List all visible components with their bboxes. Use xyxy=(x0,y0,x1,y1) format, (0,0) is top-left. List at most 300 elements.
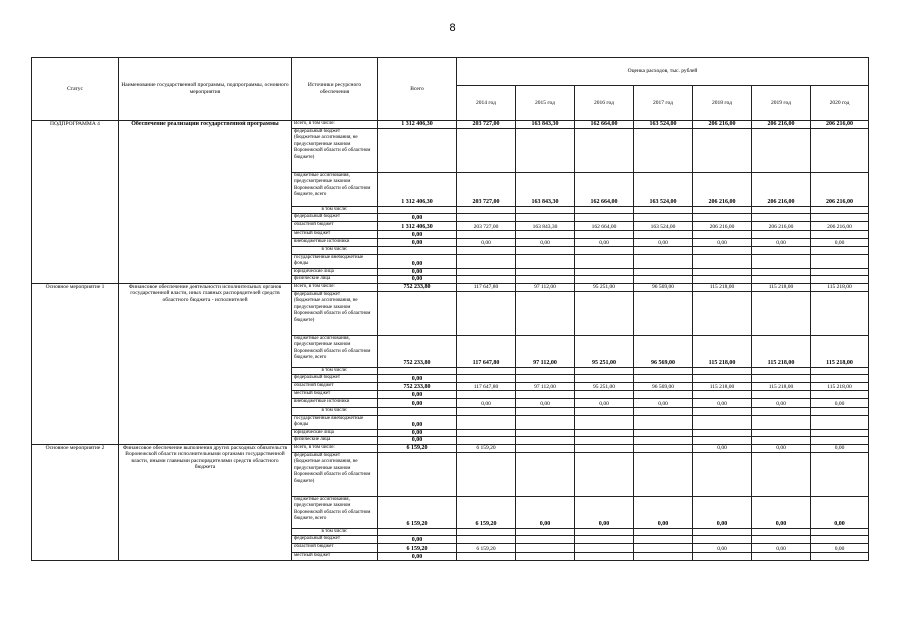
year-value: 206 216,00 xyxy=(768,223,794,230)
section-status: Основное мероприятие 1 xyxy=(32,283,119,444)
funding-source: в том числе: xyxy=(292,367,378,375)
header-year: 2020 год xyxy=(811,86,869,121)
funding-source: федеральный бюджет (бюджетные ассигнования, не предусмотренные законом Воронежской области об областном бюджете) xyxy=(292,452,378,496)
year-value: 115 218,00 xyxy=(709,284,735,290)
year-value-cell xyxy=(634,268,693,276)
year-value-cell xyxy=(752,367,811,375)
year-value-cell xyxy=(634,283,693,291)
year-value-cell xyxy=(575,429,634,437)
year-value-cell xyxy=(457,528,516,536)
year-value-cell xyxy=(575,268,634,276)
year-value-cell xyxy=(811,444,869,452)
year-value-cell xyxy=(693,444,752,452)
funding-source: областной бюджет xyxy=(292,544,378,553)
section-name: Финансовое обеспечение выполнения других расходных обязательств Воронежской области исполнительными органами государственной власти, иными главными распорядителями средств областного бюджета xyxy=(119,444,292,561)
year-value-cell xyxy=(634,528,693,536)
funding-source: государственные внебюджетные фонды xyxy=(292,254,378,268)
year-value: 6 159,20 xyxy=(476,445,496,451)
year-value-cell xyxy=(752,254,811,268)
year-value-cell xyxy=(516,283,575,291)
year-value-cell xyxy=(634,391,693,399)
funding-source: государственные внебюджетные фонды xyxy=(292,415,378,429)
section-status: ПОДПРОГРАММА 4 xyxy=(32,121,119,284)
total-value: 0,00 xyxy=(411,261,423,267)
year-value-cell xyxy=(693,391,752,399)
year-value: 117 647,80 xyxy=(473,284,499,290)
year-value-cell xyxy=(752,536,811,544)
year-value-cell xyxy=(693,528,752,536)
year-value-cell xyxy=(516,128,575,172)
year-value: 163 843,30 xyxy=(532,223,558,230)
year-value: 163 524,00 xyxy=(649,121,677,127)
year-value: 0,00 xyxy=(481,239,491,246)
year-value-cell xyxy=(516,254,575,268)
year-value-cell xyxy=(516,367,575,375)
total-cell xyxy=(378,437,457,445)
year-value: 0,00 xyxy=(776,445,786,451)
year-value-cell xyxy=(752,544,811,553)
year-value-cell xyxy=(634,128,693,172)
total-cell xyxy=(378,367,457,375)
header-year: 2016 год xyxy=(575,86,634,121)
year-value-cell xyxy=(811,536,869,544)
budget-table xyxy=(31,57,869,561)
year-value-cell xyxy=(575,222,634,231)
year-value-cell xyxy=(457,231,516,239)
year-value-cell xyxy=(752,121,811,129)
total-cell xyxy=(378,544,457,553)
total-value: 6 159,20 xyxy=(406,521,428,527)
year-value-cell xyxy=(634,452,693,496)
year-value-cell xyxy=(693,367,752,375)
year-value-cell xyxy=(634,496,693,528)
year-value-cell xyxy=(693,121,752,129)
year-value-cell xyxy=(634,399,693,408)
funding-source: юридические лица xyxy=(292,429,378,437)
year-value-cell xyxy=(634,121,693,129)
total-value: 0,00 xyxy=(411,400,423,407)
year-value: 96 569,00 xyxy=(652,383,674,390)
year-value-cell xyxy=(693,291,752,335)
header-year: 2015 год xyxy=(516,86,575,121)
year-value-cell xyxy=(752,415,811,429)
year-value: 0,00 xyxy=(539,521,551,527)
total-cell xyxy=(378,214,457,222)
year-value-cell xyxy=(811,128,869,172)
year-value-cell xyxy=(516,222,575,231)
year-value: 0,00 xyxy=(481,400,491,407)
year-value: 97 112,00 xyxy=(534,284,556,290)
year-value-cell xyxy=(457,121,516,129)
year-value-cell xyxy=(693,375,752,383)
year-value-cell xyxy=(693,437,752,445)
year-value: 203 727,00 xyxy=(472,199,500,205)
total-cell xyxy=(378,383,457,391)
year-value: 0,00 xyxy=(717,239,727,246)
year-value-cell xyxy=(811,214,869,222)
year-value-cell xyxy=(457,536,516,544)
year-value-cell xyxy=(811,553,869,561)
year-value-cell xyxy=(634,544,693,553)
year-value: 96 569,00 xyxy=(652,284,674,290)
total-value: 0,00 xyxy=(411,422,423,428)
year-value-cell xyxy=(575,291,634,335)
year-value-cell xyxy=(516,276,575,284)
total-cell xyxy=(378,528,457,536)
funding-source: местный бюджет xyxy=(292,553,378,561)
year-value: 203 727,00 xyxy=(473,223,499,230)
year-value-cell xyxy=(811,429,869,437)
year-value-cell xyxy=(634,536,693,544)
year-value-cell xyxy=(575,383,634,391)
year-value-cell xyxy=(457,399,516,408)
year-value-cell xyxy=(457,222,516,231)
total-cell xyxy=(378,222,457,231)
year-value-cell xyxy=(575,254,634,268)
total-value: 0,00 xyxy=(411,214,423,221)
year-value-cell xyxy=(811,375,869,383)
total-cell xyxy=(378,536,457,544)
year-value: 0,00 xyxy=(834,445,845,451)
year-value: 115 218,00 xyxy=(767,360,795,366)
year-value-cell xyxy=(457,437,516,445)
year-value-cell xyxy=(811,239,869,247)
year-value-cell xyxy=(516,536,575,544)
year-value-cell xyxy=(693,452,752,496)
year-value-cell xyxy=(575,452,634,496)
year-value: 95 251,00 xyxy=(592,360,616,366)
funding-source: бюджетные ассигнования, предусмотренные законом Воронежской области об областном бюджете, всего xyxy=(292,496,378,528)
total-cell xyxy=(378,444,457,452)
year-value-cell xyxy=(457,214,516,222)
funding-source: в том числе: xyxy=(292,206,378,214)
year-value-cell xyxy=(575,444,634,452)
year-value-cell xyxy=(752,408,811,416)
year-value-cell xyxy=(811,121,869,129)
header-year: 2017 год xyxy=(634,86,693,121)
total-cell xyxy=(378,206,457,214)
year-value-cell xyxy=(634,375,693,383)
year-value-cell xyxy=(693,172,752,206)
year-value-cell xyxy=(811,437,869,445)
funding-source: федеральный бюджет xyxy=(292,375,378,383)
year-value-cell xyxy=(516,121,575,129)
funding-source: федеральный бюджет (бюджетные ассигнования, не предусмотренные законом Воронежской области об областном бюджете) xyxy=(292,291,378,335)
year-value: 117 647,80 xyxy=(472,360,500,366)
total-value: 0,00 xyxy=(411,239,423,246)
year-value-cell xyxy=(634,291,693,335)
year-value: 0,00 xyxy=(658,239,668,246)
year-value-cell xyxy=(811,399,869,408)
year-value-cell xyxy=(811,367,869,375)
year-value-cell xyxy=(693,408,752,416)
year-value: 163 524,00 xyxy=(649,199,677,205)
total-cell xyxy=(378,553,457,561)
year-value-cell xyxy=(811,544,869,553)
year-value: 162 664,00 xyxy=(591,223,617,230)
year-value: 115 218,00 xyxy=(708,360,736,366)
section-name: Обеспечение реализации государственной программы xyxy=(119,121,292,284)
year-value-cell xyxy=(693,239,752,247)
total-cell xyxy=(378,408,457,416)
year-value-cell xyxy=(634,367,693,375)
year-value-cell xyxy=(575,247,634,255)
year-value: 163 524,00 xyxy=(650,223,676,230)
year-value-cell xyxy=(811,528,869,536)
year-value: 0,00 xyxy=(834,521,845,527)
year-value-cell xyxy=(457,128,516,172)
year-value: 162 664,00 xyxy=(590,199,618,205)
year-value: 0,00 xyxy=(716,521,728,527)
header-status: Статус xyxy=(32,58,119,121)
total-cell xyxy=(378,268,457,276)
year-value-cell xyxy=(516,375,575,383)
year-value-cell xyxy=(693,429,752,437)
year-value: 0,00 xyxy=(717,400,727,407)
year-value-cell xyxy=(575,239,634,247)
year-value-cell xyxy=(575,128,634,172)
year-value-cell xyxy=(752,553,811,561)
year-value-cell xyxy=(693,553,752,561)
year-value-cell xyxy=(634,553,693,561)
year-value-cell xyxy=(693,283,752,291)
year-value-cell xyxy=(516,231,575,239)
year-value-cell xyxy=(457,408,516,416)
year-value-cell xyxy=(811,408,869,416)
year-value-cell xyxy=(575,544,634,553)
year-value-cell xyxy=(811,383,869,391)
year-value-cell xyxy=(752,437,811,445)
year-value: 0,00 xyxy=(657,521,669,527)
year-value-cell xyxy=(457,172,516,206)
year-value: 206 216,00 xyxy=(767,199,795,205)
year-value-cell xyxy=(752,335,811,367)
total-cell xyxy=(378,429,457,437)
total-value: 0,00 xyxy=(411,268,423,275)
year-value-cell xyxy=(457,383,516,391)
year-value-cell xyxy=(634,408,693,416)
year-value-cell xyxy=(516,383,575,391)
page-number: 8 xyxy=(449,22,456,34)
total-value: 1 312 406,30 xyxy=(401,121,433,127)
year-value-cell xyxy=(575,206,634,214)
year-value-cell xyxy=(457,544,516,553)
year-value-cell xyxy=(516,206,575,214)
year-value-cell xyxy=(457,254,516,268)
year-value: 206 216,00 xyxy=(826,121,854,127)
year-value-cell xyxy=(752,128,811,172)
total-cell xyxy=(378,121,457,129)
funding-source: Всего, в том числе: xyxy=(292,444,378,452)
year-value: 115 218,00 xyxy=(768,383,794,390)
year-value-cell xyxy=(575,121,634,129)
year-value: 206 216,00 xyxy=(708,121,736,127)
year-value: 97 112,00 xyxy=(534,383,556,390)
year-value-cell xyxy=(693,214,752,222)
year-value: 115 218,00 xyxy=(827,284,852,290)
header-name: Наименование государственной программы, подпрограммы, основного мероприятия xyxy=(119,58,292,121)
funding-source: местный бюджет xyxy=(292,391,378,399)
year-value-cell xyxy=(752,375,811,383)
total-cell xyxy=(378,335,457,367)
total-cell xyxy=(378,399,457,408)
year-value-cell xyxy=(516,544,575,553)
header-year: 2014 год xyxy=(457,86,516,121)
year-value: 0,00 xyxy=(598,521,610,527)
year-value-cell xyxy=(457,415,516,429)
year-value-cell xyxy=(752,399,811,408)
year-value-cell xyxy=(811,496,869,528)
year-value-cell xyxy=(575,553,634,561)
year-value: 163 843,30 xyxy=(531,121,559,127)
year-value-cell xyxy=(811,254,869,268)
funding-source: физические лица xyxy=(292,437,378,445)
year-value: 117 647,80 xyxy=(473,383,499,390)
year-value-cell xyxy=(693,268,752,276)
header-total: Всего xyxy=(378,58,457,121)
year-value-cell xyxy=(752,496,811,528)
year-value-cell xyxy=(516,399,575,408)
year-value: 0,00 xyxy=(658,400,668,407)
year-value-cell xyxy=(516,291,575,335)
year-value: 0,00 xyxy=(717,445,727,451)
year-value-cell xyxy=(811,268,869,276)
year-value-cell xyxy=(575,231,634,239)
total-cell xyxy=(378,231,457,239)
year-value-cell xyxy=(575,415,634,429)
total-cell xyxy=(378,291,457,335)
year-value: 206 216,00 xyxy=(827,223,852,230)
year-value: 95 251,00 xyxy=(593,284,615,290)
total-value: 0,00 xyxy=(411,553,423,560)
year-value-cell xyxy=(575,536,634,544)
year-value-cell xyxy=(457,553,516,561)
year-value-cell xyxy=(516,239,575,247)
funding-source: физические лица xyxy=(292,276,378,284)
total-cell xyxy=(378,391,457,399)
funding-source: местный бюджет xyxy=(292,231,378,239)
total-value: 0,00 xyxy=(411,391,423,398)
year-value: 115 218,00 xyxy=(709,383,735,390)
year-value-cell xyxy=(575,214,634,222)
year-value-cell xyxy=(752,283,811,291)
year-value-cell xyxy=(634,172,693,206)
total-value: 0,00 xyxy=(411,375,423,382)
header-year: 2019 год xyxy=(752,86,811,121)
year-value-cell xyxy=(457,367,516,375)
year-value-cell xyxy=(516,335,575,367)
year-value: 0,00 xyxy=(834,239,845,246)
year-value-cell xyxy=(634,239,693,247)
year-value-cell xyxy=(516,247,575,255)
year-value-cell xyxy=(575,375,634,383)
year-value-cell xyxy=(457,206,516,214)
total-cell xyxy=(378,375,457,383)
total-cell xyxy=(378,254,457,268)
funding-source: в том числе: xyxy=(292,528,378,536)
year-value-cell xyxy=(811,206,869,214)
year-value: 206 216,00 xyxy=(767,121,795,127)
year-value-cell xyxy=(516,444,575,452)
year-value: 206 216,00 xyxy=(826,199,854,205)
year-value-cell xyxy=(811,231,869,239)
total-cell xyxy=(378,247,457,255)
year-value-cell xyxy=(693,536,752,544)
year-value-cell xyxy=(634,429,693,437)
year-value-cell xyxy=(693,231,752,239)
year-value-cell xyxy=(811,172,869,206)
total-value: 752 233,80 xyxy=(403,383,431,390)
year-value-cell xyxy=(693,399,752,408)
year-value-cell xyxy=(457,291,516,335)
year-value-cell xyxy=(516,553,575,561)
year-value-cell xyxy=(811,222,869,231)
year-value-cell xyxy=(516,415,575,429)
funding-source: Всего, в том числе: xyxy=(292,121,378,129)
year-value: 0,00 xyxy=(834,400,845,407)
year-value-cell xyxy=(457,335,516,367)
year-value-cell xyxy=(752,206,811,214)
year-value-cell xyxy=(516,391,575,399)
year-value-cell xyxy=(811,335,869,367)
year-value: 115 218,00 xyxy=(826,360,853,366)
year-value: 206 216,00 xyxy=(709,223,735,230)
funding-source: областной бюджет xyxy=(292,383,378,391)
year-value-cell xyxy=(516,437,575,445)
year-value-cell xyxy=(634,276,693,284)
year-value: 0,00 xyxy=(540,239,550,246)
year-value-cell xyxy=(811,291,869,335)
section-status: Основное мероприятие 2 xyxy=(32,444,119,561)
year-value-cell xyxy=(752,528,811,536)
year-value: 96 569,00 xyxy=(651,360,675,366)
year-value-cell xyxy=(457,429,516,437)
year-value-cell xyxy=(811,276,869,284)
year-value-cell xyxy=(693,254,752,268)
year-value-cell xyxy=(575,528,634,536)
total-cell xyxy=(378,276,457,284)
year-value-cell xyxy=(457,444,516,452)
funding-source: внебюджетные источники xyxy=(292,399,378,408)
year-value-cell xyxy=(575,399,634,408)
total-value: 6 159,20 xyxy=(406,445,428,451)
year-value-cell xyxy=(516,268,575,276)
year-value: 0,00 xyxy=(599,400,609,407)
year-value-cell xyxy=(516,429,575,437)
total-value: 752 233,80 xyxy=(403,284,431,290)
year-value-cell xyxy=(516,452,575,496)
year-value: 0,00 xyxy=(834,545,845,552)
year-value-cell xyxy=(811,247,869,255)
year-value-cell xyxy=(457,268,516,276)
year-value-cell xyxy=(634,437,693,445)
year-value-cell xyxy=(752,429,811,437)
year-value: 163 843,30 xyxy=(531,199,559,205)
table-row xyxy=(32,283,869,291)
year-value-cell xyxy=(516,408,575,416)
total-value: 752 233,80 xyxy=(403,360,431,366)
year-value-cell xyxy=(457,391,516,399)
year-value-cell xyxy=(516,172,575,206)
year-value: 203 727,00 xyxy=(472,121,500,127)
year-value-cell xyxy=(693,544,752,553)
year-value: 115 218,00 xyxy=(768,284,794,290)
total-cell xyxy=(378,415,457,429)
year-value-cell xyxy=(575,276,634,284)
table-row xyxy=(32,121,869,129)
funding-source: федеральный бюджет xyxy=(292,536,378,544)
year-value-cell xyxy=(634,206,693,214)
